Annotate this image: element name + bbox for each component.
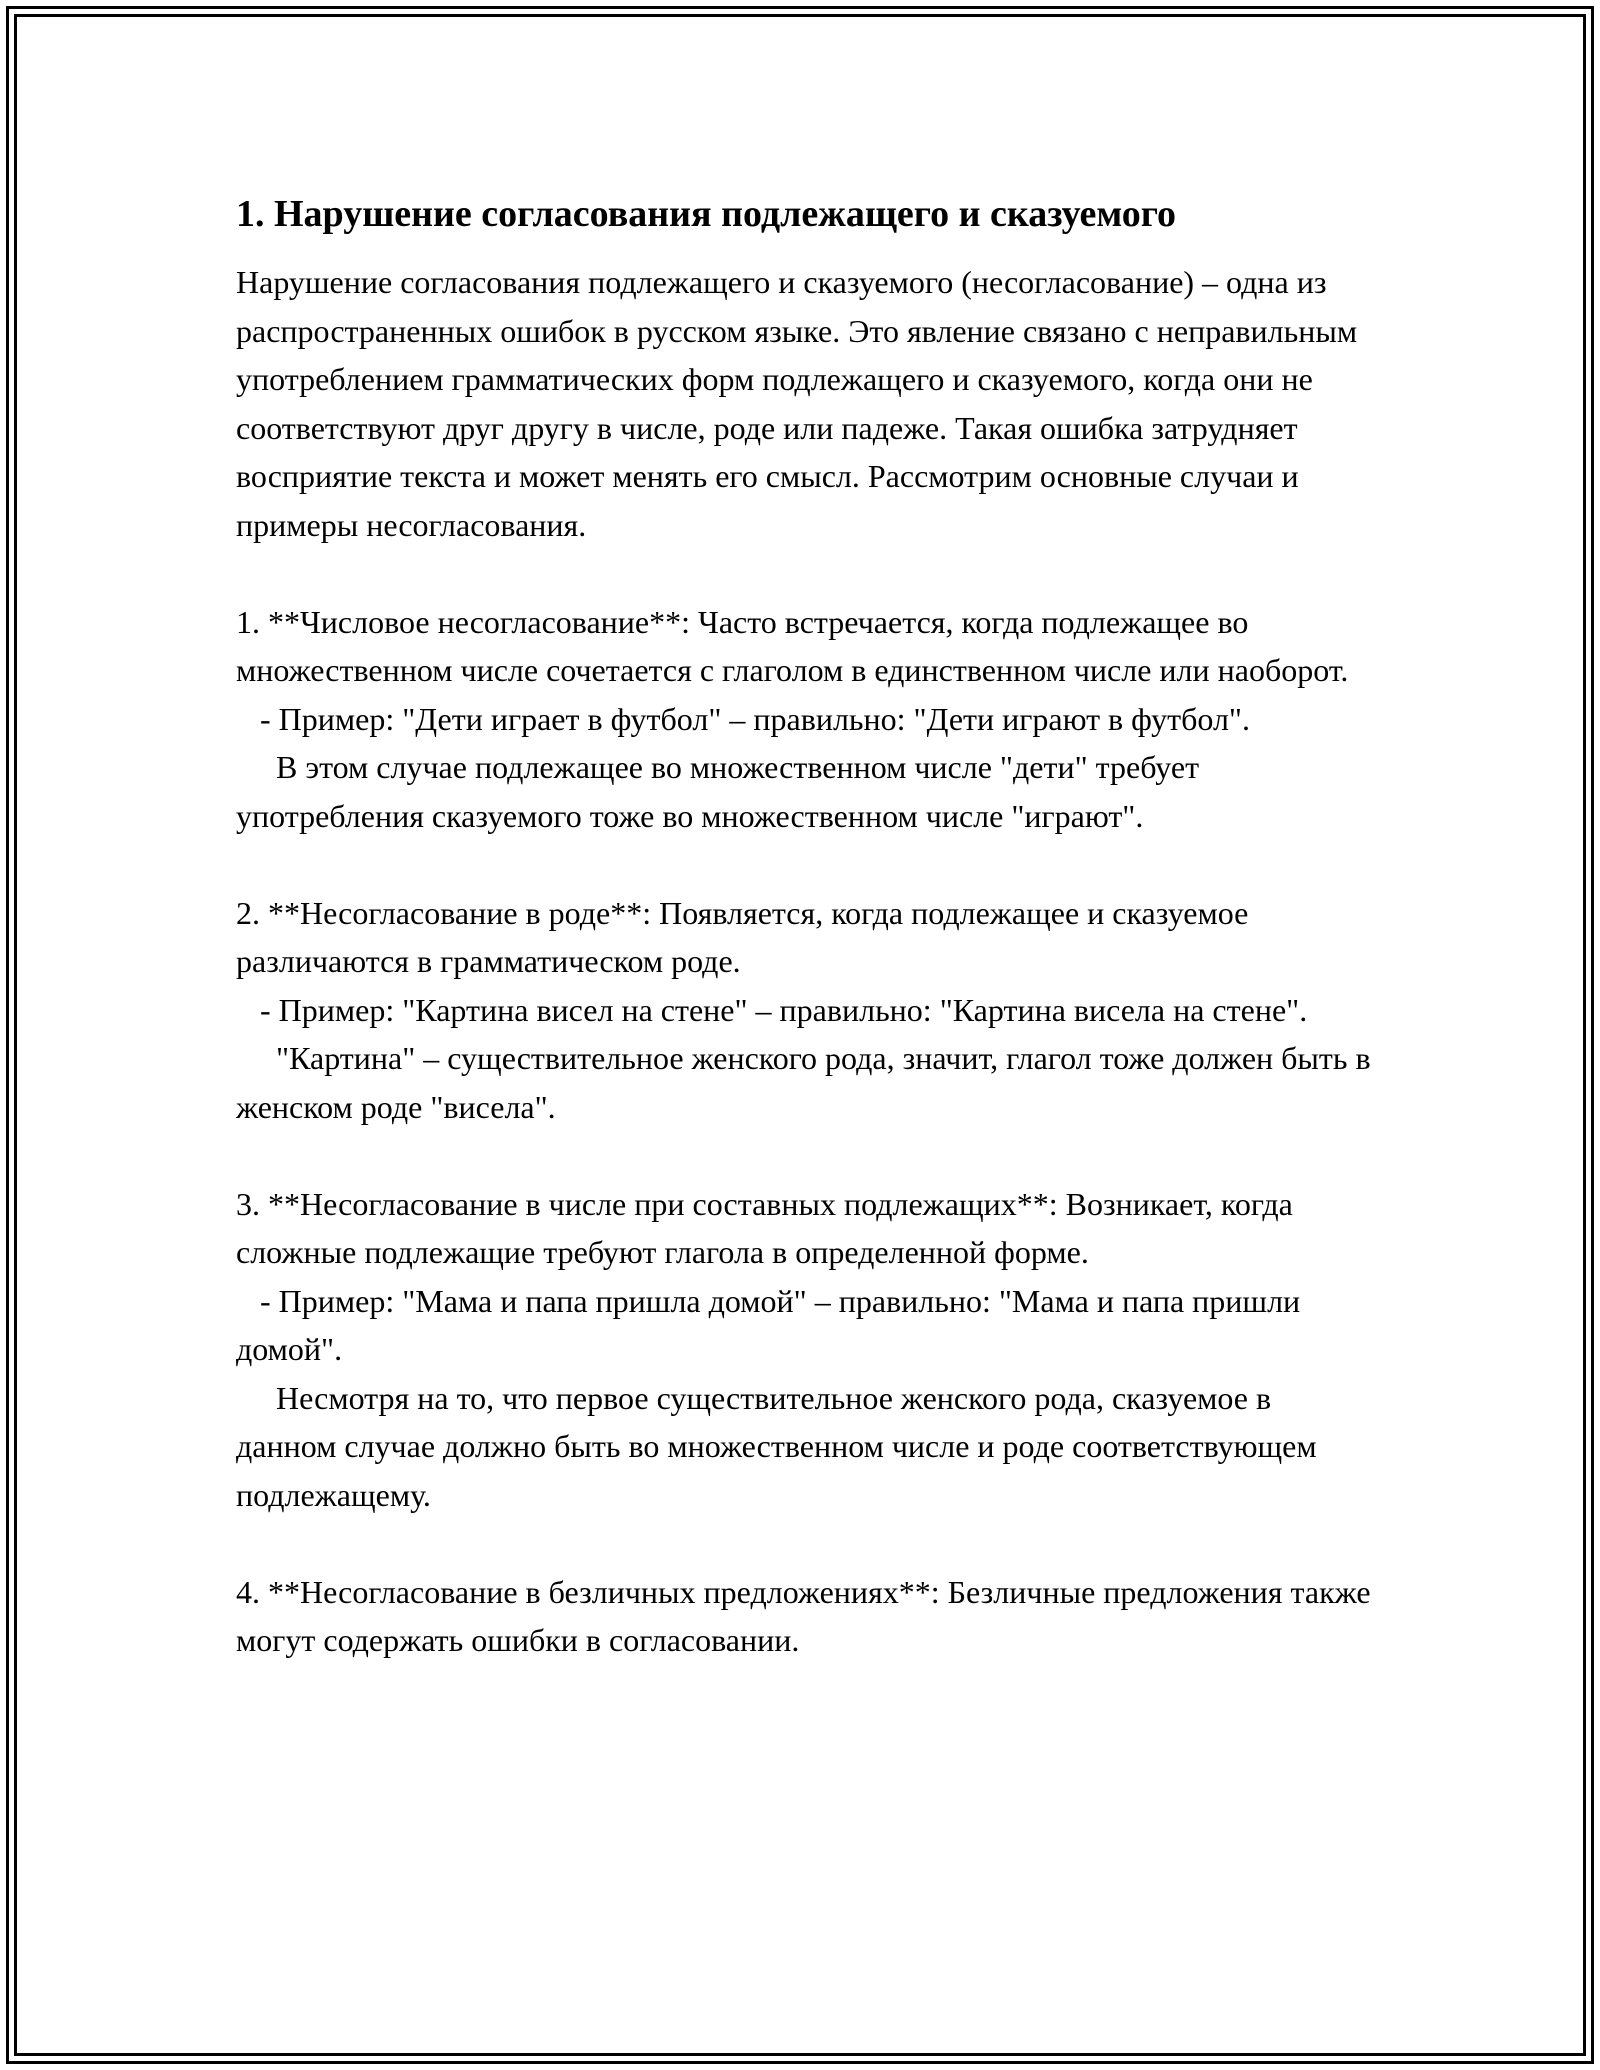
document-body: Нарушение согласования подлежащего и сказуемого (несогласование) – одна из распространенных ошибок в русском языке. Это явление связано с неправильным употреблением грамматических форм подлежащего и сказуемого, когда они не соответствуют друг другу в числе, роде или падеже. Такая ошибка затрудняет восприятие текста и может менять его смысл. Рассмотрим основные случаи и примеры несогласования. 1. **Числовое несогласование**: Часто встречается, когда подлежащее во множественном числе сочетается с глаголом в единственном числе или наоборот. - Пример: "Дети играет в футбол" – правильно: "Дети играют в футбол". В этом случае подлежащее во множественном числе "дети" требует употребления сказуемого тоже во множественном числе "играют". 2. **Несогласование в роде**: Появляется, когда подлежащее и сказуемое различаются в грамматическом роде. - Пример: "Картина висел на стене" – правильно: "Картина висела на стене". "Картина" – существительное женского рода, значит, глагол тоже должен быть в женском роде "висела". 3. **Несогласование в числе при составных подлежащих**: Возникает, когда сложные подлежащие требуют глагола в определенной форме. - Пример: "Мама и папа пришла домой" – правильно: "Мама и папа пришли домой". Несмотря на то, что первое существительное женского рода, сказуемое в данном случае должно быть во множественном числе и роде соответствующем подлежащему. 4. **Несогласование в безличных предложениях**: Безличные предложения также могут содержать ошибки в согласовании. — [236, 264, 1371, 1658]
document-content — [236, 186, 1376, 1665]
document-title: 1. Нарушение согласования подлежащего и сказуемого — [236, 193, 1177, 235]
